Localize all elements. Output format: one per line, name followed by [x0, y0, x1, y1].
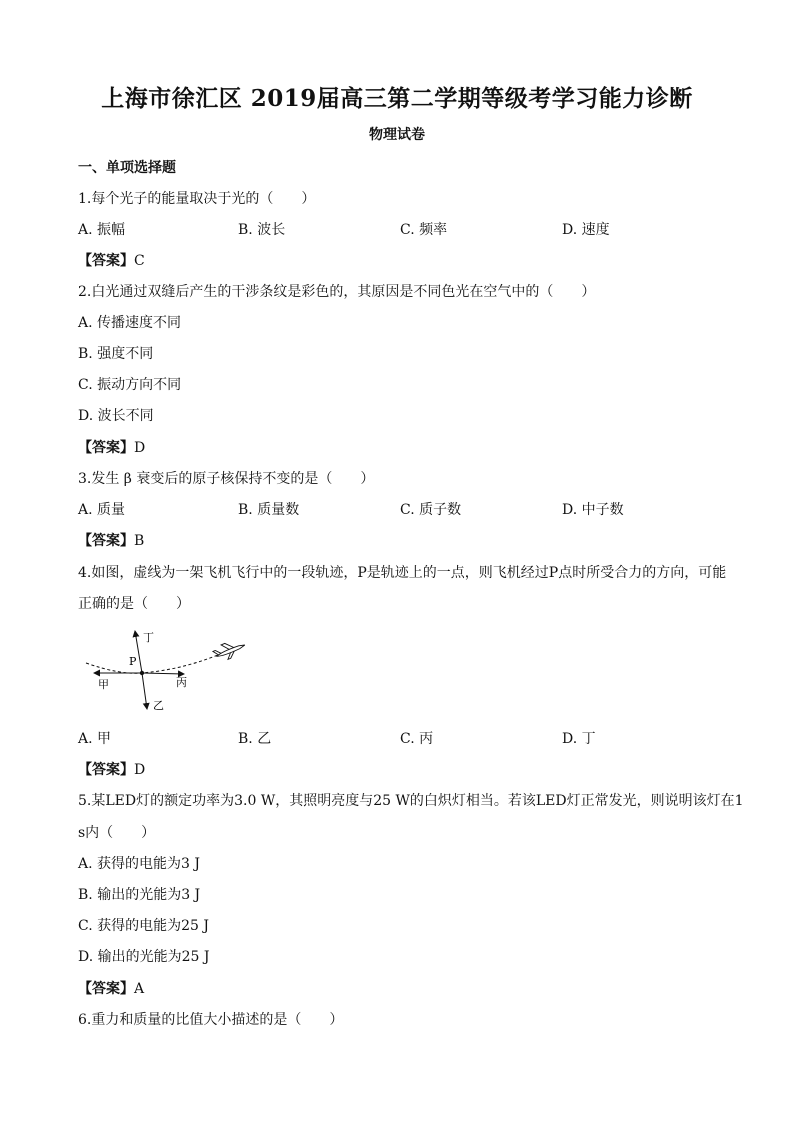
q1-stem: 1.每个光子的能量取决于光的（ ） [78, 191, 316, 207]
q1-option-a: A. 振幅 [78, 222, 126, 238]
q5-option-d: D. 输出的光能为25 J [78, 949, 210, 965]
q1-option-b: B. 波长 [238, 222, 286, 238]
q2-stem: 2.白光通过双缝后产生的干涉条纹是彩色的，其原因是不同色光在空气中的（ ） [78, 284, 596, 300]
label-ding: 丁 [143, 631, 154, 644]
q3-option-d: D. 中子数 [562, 502, 624, 518]
page-title: 上海市徐汇区 2019届高三第二学期等级考学习能力诊断 [101, 85, 693, 112]
q5-answer-value: A [134, 981, 145, 997]
arrow-bing [142, 673, 184, 674]
point-p [140, 671, 144, 675]
q5-stem-line1: 5.某LED灯的额定功率为3.0 W，其照明亮度与25 W的白炽灯相当。若该LED灯正常发光，则说明该灯在1 [78, 793, 744, 809]
section-heading: 一、单项选择题 [78, 160, 176, 176]
q3-answer [78, 530, 144, 550]
q1-answer-value: C [134, 253, 145, 269]
answer-tag: 【答案】 [78, 533, 134, 549]
airplane-icon [212, 637, 248, 664]
q5-option-b: B. 输出的光能为3 J [78, 887, 201, 903]
q1-answer [78, 250, 145, 270]
answer-tag: 【答案】 [78, 762, 134, 778]
answer-tag: 【答案】 [78, 440, 134, 456]
q2-answer-value: D [134, 440, 146, 456]
q3-stem: 3.发生 β 衰变后的原子核保持不变的是（ ） [78, 471, 375, 487]
q2-option-c: C. 振动方向不同 [78, 377, 182, 393]
q4-trajectory-figure [80, 625, 270, 720]
q2-option-b: B. 强度不同 [78, 346, 154, 362]
label-p: P [129, 655, 137, 668]
q4-option-d: D. 丁 [562, 731, 596, 747]
q5-answer [78, 978, 144, 998]
q4-option-b: B. 乙 [238, 731, 272, 747]
q5-option-c: C. 获得的电能为25 J [78, 918, 209, 934]
q1-option-c: C. 频率 [400, 222, 448, 238]
q4-option-a: A. 甲 [78, 731, 112, 747]
arrow-yi [142, 673, 147, 709]
label-jia: 甲 [98, 678, 109, 691]
answer-tag: 【答案】 [78, 253, 134, 269]
q3-option-c: C. 质子数 [400, 502, 462, 518]
trajectory-dashed-line [86, 655, 218, 673]
label-yi: 乙 [153, 699, 164, 712]
label-bing: 丙 [176, 676, 187, 689]
q4-answer-value: D [134, 762, 146, 778]
q2-answer [78, 437, 145, 457]
q5-option-a: A. 获得的电能为3 J [78, 856, 200, 872]
q3-option-a: A. 质量 [78, 502, 126, 518]
answer-tag: 【答案】 [78, 981, 134, 997]
q2-option-d: D. 波长不同 [78, 408, 154, 424]
q1-option-d: D. 速度 [562, 222, 610, 238]
q3-option-b: B. 质量数 [238, 502, 300, 518]
q4-stem-line2: 正确的是（ ） [78, 596, 190, 612]
q3-answer-value: B [134, 533, 145, 549]
q4-stem-line1: 4.如图，虚线为一架飞机飞行中的一段轨迹，P是轨迹上的一点，则飞机经过P点时所受合力的方向，可能 [78, 565, 727, 581]
q4-answer [78, 759, 145, 779]
q4-option-c: C. 丙 [400, 731, 434, 747]
q5-stem-line2: s内（ ） [78, 825, 156, 841]
q2-option-a: A. 传播速度不同 [78, 315, 182, 331]
page-subtitle: 物理试卷 [369, 127, 425, 143]
q6-stem: 6.重力和质量的比值大小描述的是（ ） [78, 1012, 344, 1028]
